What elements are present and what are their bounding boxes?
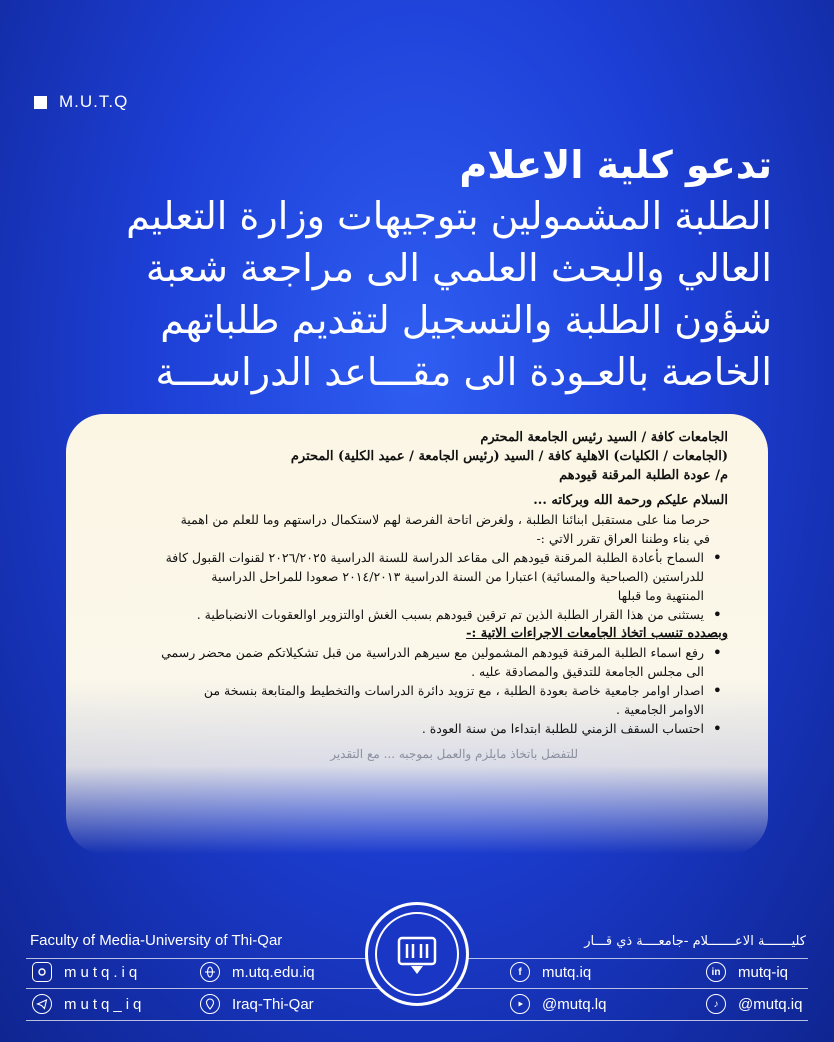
social-linkedin[interactable]	[706, 962, 788, 982]
social-location[interactable]	[200, 994, 314, 1014]
doc-step-2-line-a: • اصدار اوامر جامعية خاصة بعودة الطلبة ، مع تزويد دائرة الدراسات والتخطيط والمتابعة بنسخة من	[203, 683, 704, 698]
tiktok-handle: @mutq.iq	[738, 995, 803, 1013]
doc-step-2-line-b: الاوامر الجامعية .	[616, 702, 704, 717]
doc-step-3-text: • احتساب السقف الزمني للطلبة ابتداءا من سنة العودة .	[421, 721, 704, 736]
headline-line-1: تدعو كلية الاعلام	[459, 143, 772, 187]
headline-line-3: العالي والبحث العلمي الى مراجعة شعبة	[145, 246, 772, 290]
doc-bullet-1-line-b: للدراستين (الصباحية والمسائية) اعتبارا من السنة الدراسية ٢٠١٤/٢٠١٣ صعودا للمراحل الدراسية	[211, 569, 704, 584]
document-image	[66, 414, 768, 854]
doc-subject: م/ عودة الطلبة المرقنة قيودهم	[559, 468, 728, 483]
facebook-icon: f	[510, 962, 530, 982]
headline-line-4: شؤون الطلبة والتسجيل لتقديم طلباتهم	[160, 298, 772, 342]
doc-paragraph-1: حرصا منا على مستقبل ابنائنا الطلبة ، ولغرض اتاحة الفرصة لهم لاستكمال دراستهم وما للعلم من اهمية	[180, 512, 710, 527]
doc-paragraph-1b: في بناء وطننا العراق تقرر الاتي :-	[536, 531, 710, 546]
university-logo	[365, 902, 469, 1006]
doc-step-1-line-a: • رفع اسماء الطلبة المرقنة قيودهم المشمولين مع سيرهم الدراسية من قبل تشكيلاتكم ضمن محضر رسمي	[161, 645, 704, 660]
social-telegram[interactable]	[32, 994, 145, 1014]
linkedin-icon: in	[706, 962, 726, 982]
faculty-arabic: كليـــــــة الاعـــــــلام -جامعــــة ذي قـــار	[584, 934, 806, 949]
location-pin-icon	[200, 994, 220, 1014]
doc-closing: للتفضل باتخاذ مايلزم والعمل بموجبه ... مع التقدير	[330, 747, 578, 761]
doc-addressee-2: (الجامعات / الكليات) الاهلية كافة / السيد (رئيس الجامعة / عميد الكلية) المحترم	[290, 449, 728, 464]
globe-icon	[200, 962, 220, 982]
doc-step-1	[106, 643, 728, 681]
location-text: Iraq-Thi-Qar	[232, 995, 314, 1013]
footer-divider-bottom	[26, 1020, 808, 1021]
doc-step-2	[106, 681, 728, 719]
youtube-handle: @mutq.lq	[542, 995, 607, 1013]
doc-bullet-1-line-a: • السماح بأعادة الطلبة المرقنة قيودهم الى مقاعد الدراسة للسنة الدراسية ٢٠٢٦/٢٠٢٥ لقنوات القبول كافة	[165, 550, 704, 565]
social-tiktok[interactable]	[706, 994, 802, 1014]
instagram-handle: mutq.iq	[64, 963, 142, 981]
doc-bullet-2-text: • يستثنى من هذا القرار الطلبة الذين تم ترقين قيودهم بسبب الغش اوالتزوير اوالعقوبات الانضباطية .	[196, 607, 704, 622]
doc-bullet-1-line-c: المنتهية وما قبلها	[617, 588, 704, 603]
youtube-icon	[510, 994, 530, 1014]
faculty-english: Faculty of Media-University of Thi-Qar	[30, 932, 283, 949]
instagram-icon	[32, 962, 52, 982]
doc-step-1-line-b: الى مجلس الجامعة للتدقيق والمصادقة عليه .	[471, 664, 704, 679]
doc-section-title: وبصدده تنسب اتخاذ الجامعات الاجراءات الاتية :-	[466, 626, 728, 641]
doc-step-3	[106, 719, 728, 738]
logo-emblem-icon	[375, 912, 459, 996]
social-instagram[interactable]	[32, 962, 141, 982]
telegram-handle: mutq_iq	[64, 995, 146, 1013]
social-youtube[interactable]	[510, 994, 606, 1014]
doc-bullet-2	[106, 605, 728, 624]
brand-label	[34, 92, 128, 112]
doc-addressee-1: الجامعات كافة / السيد رئيس الجامعة المحترم	[480, 430, 728, 445]
tiktok-icon: ♪	[706, 994, 726, 1014]
facebook-handle: mutq.iq	[542, 963, 592, 981]
website-url: m.utq.edu.iq	[232, 963, 315, 981]
social-facebook[interactable]	[510, 962, 591, 982]
brand-text: M.U.T.Q	[59, 92, 129, 111]
headline-line-5: الخاصة بالعـودة الى مقـــاعد الدراســـة	[155, 350, 772, 394]
telegram-icon	[32, 994, 52, 1014]
doc-bullet-1	[106, 548, 728, 605]
headline-line-2: الطلبة المشمولين بتوجيهات وزارة التعليم	[126, 194, 772, 238]
doc-greeting: السلام عليكم ورحمة الله وبركاته ...	[533, 493, 728, 508]
brand-square-icon	[34, 96, 47, 109]
social-website[interactable]	[200, 962, 315, 982]
headline	[52, 140, 772, 398]
linkedin-handle: mutq-iq	[738, 963, 789, 981]
